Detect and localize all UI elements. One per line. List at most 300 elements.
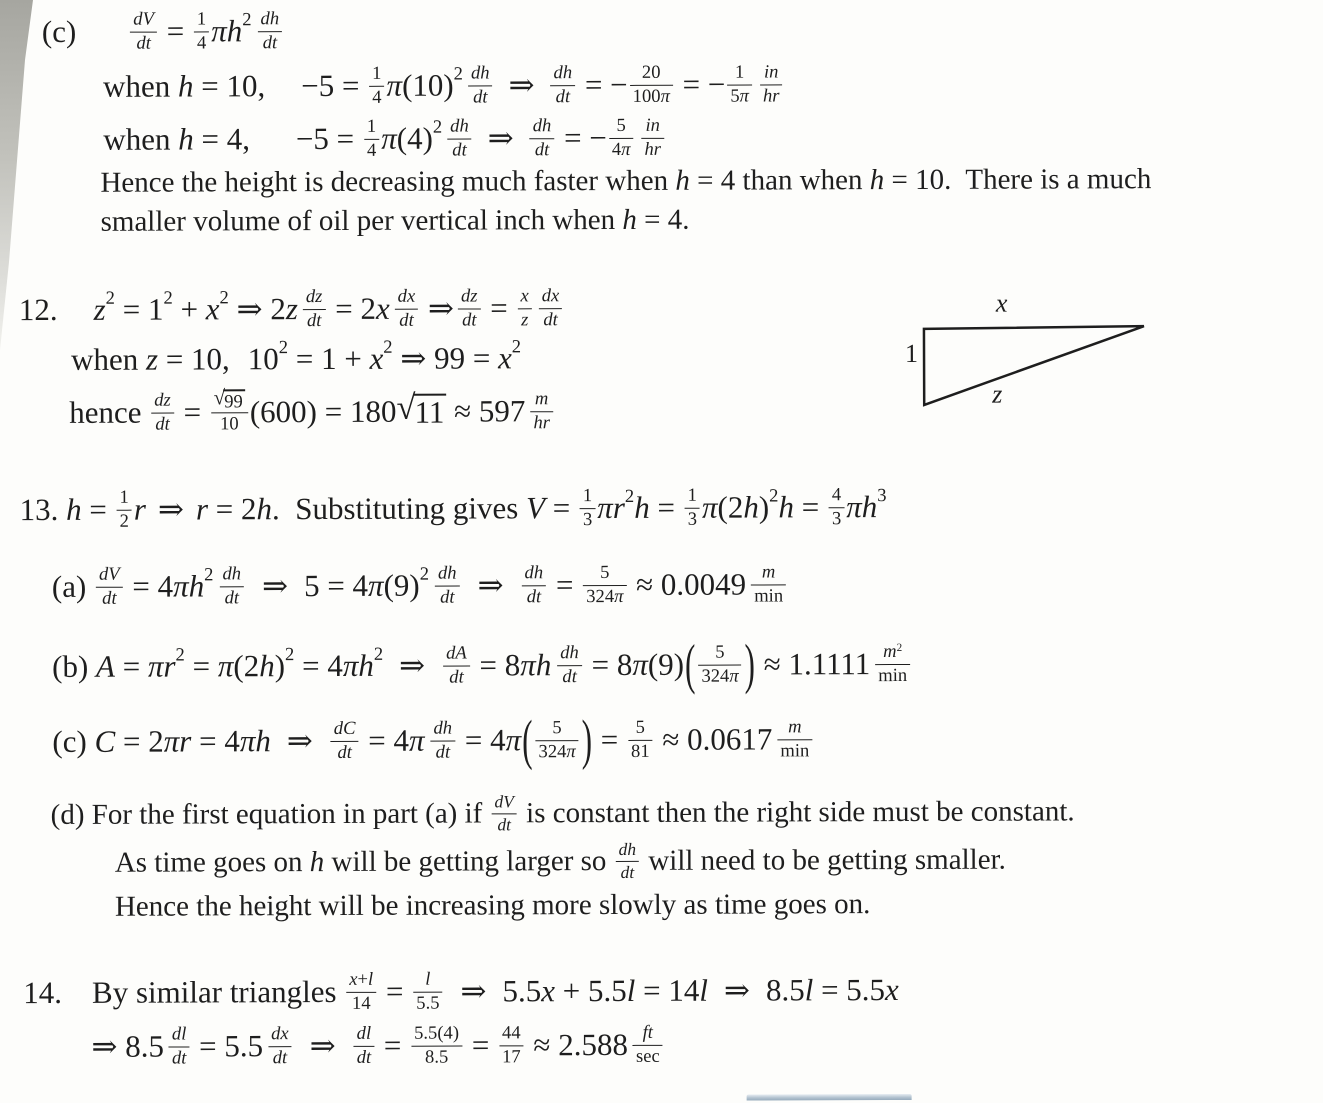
spacer <box>504 585 520 586</box>
math-text: 100 <box>632 85 661 107</box>
math-text: V <box>525 490 546 526</box>
spacer <box>486 991 502 992</box>
math-text: dt <box>497 813 512 834</box>
triangle-label-one: 1 <box>904 338 919 368</box>
big-paren: ) <box>581 707 593 771</box>
math-text: 14. <box>23 974 63 1011</box>
math-text: ) <box>274 648 286 684</box>
triangle-label-z: z <box>992 379 1003 409</box>
math-text: A <box>95 648 116 684</box>
math-text: = 4 <box>294 647 343 684</box>
math-text: 1 <box>687 484 697 506</box>
math-text: (a) <box>51 568 95 604</box>
math-text: will be getting larger so <box>324 844 614 878</box>
math-text: z <box>93 291 106 327</box>
math-text: h <box>634 489 650 525</box>
math-text: l <box>425 968 431 990</box>
math-text: dt <box>102 587 117 609</box>
math-text: l <box>626 972 636 1008</box>
math-text: = 4 than when <box>689 163 870 197</box>
math-text: π <box>614 585 624 607</box>
fraction <box>413 969 442 1014</box>
math-text: = 10, <box>157 341 230 377</box>
fraction <box>829 485 844 530</box>
fraction <box>369 63 384 108</box>
fraction <box>194 9 209 54</box>
math-text: . Substituting gives <box>271 490 527 527</box>
spacer <box>535 85 549 86</box>
line-12-2 <box>71 333 521 385</box>
spacer <box>746 584 749 585</box>
math-text: dC <box>333 717 356 739</box>
math-text: = 4. <box>636 203 690 236</box>
math-text: = 2 <box>327 290 376 326</box>
math-text: 5 <box>616 114 626 136</box>
math-text: dh <box>470 62 490 84</box>
line-11c-conclusion-2 <box>100 195 689 247</box>
spacer <box>76 31 128 32</box>
math-text: h <box>177 68 194 104</box>
math-text: h <box>256 491 273 527</box>
fraction <box>609 116 634 161</box>
line-12-3 <box>69 386 555 438</box>
math-text: ⇒ <box>487 120 514 156</box>
math-text: 5.5 <box>502 973 542 1009</box>
math-text: min <box>780 739 810 761</box>
math-text: 1 <box>372 62 382 84</box>
math-text: in <box>645 114 660 136</box>
math-text: = 1 <box>114 291 164 327</box>
math-text: + <box>172 291 206 327</box>
math-text: 5 <box>730 85 740 107</box>
math-text: ≈ 2.588 <box>525 1026 628 1063</box>
math-text: x <box>205 291 220 327</box>
math-text: (4) <box>396 120 433 156</box>
fraction <box>530 116 555 161</box>
math-text: r <box>195 491 209 527</box>
math-text: (2 <box>717 489 744 525</box>
math-text: ⇒ <box>286 723 313 759</box>
spacer <box>252 31 256 32</box>
math-text: min <box>754 584 784 607</box>
math-text: 1 <box>734 61 745 83</box>
math-text: x <box>375 290 390 326</box>
superscript: 2 <box>624 486 635 508</box>
math-text: 5.5 <box>416 992 440 1014</box>
math-text: πr <box>147 648 176 684</box>
math-text: = − <box>674 66 726 102</box>
math-text: ⇒ <box>723 972 750 1008</box>
spacer <box>462 585 478 586</box>
fraction <box>777 717 812 762</box>
fraction <box>430 718 455 763</box>
math-text: πh <box>239 723 271 759</box>
math-text: h <box>675 164 690 197</box>
math-text: = <box>464 1027 498 1063</box>
fraction <box>435 563 460 608</box>
math-text: dh <box>450 115 469 137</box>
spacer <box>754 84 758 85</box>
math-text: l <box>804 972 814 1008</box>
math-text: dt <box>473 85 488 107</box>
superscript: 2 <box>204 564 214 586</box>
math-text: dx <box>271 1022 289 1044</box>
square-root: √ 99 <box>213 385 243 413</box>
math-text: dl <box>171 1023 187 1045</box>
math-text: = 2 <box>207 491 257 527</box>
fraction <box>331 719 359 764</box>
fraction <box>628 718 653 763</box>
math-text: h <box>309 845 325 878</box>
math-text: dt <box>543 308 558 330</box>
fraction <box>491 792 516 834</box>
math-text: dt <box>136 32 151 54</box>
math-text: dt <box>262 31 278 53</box>
math-text: dV <box>133 8 154 30</box>
math-text: By similar triangles <box>91 973 345 1010</box>
math-text: 324 <box>538 740 567 762</box>
math-text: dt <box>440 586 455 608</box>
math-text: x <box>349 968 358 990</box>
fraction <box>727 62 752 107</box>
fraction <box>411 1023 462 1068</box>
spacer <box>870 664 873 665</box>
spacer <box>425 665 441 666</box>
square-root: √ 11 <box>396 387 445 430</box>
line-11c-formula <box>42 6 284 57</box>
math-text: = <box>793 489 827 525</box>
math-text: 1 <box>582 484 593 506</box>
math-text: is constant then the right side must be constant. <box>518 794 1075 829</box>
fraction <box>875 642 910 687</box>
math-text: = <box>114 648 149 684</box>
math-text: = 8 <box>471 647 521 683</box>
fraction <box>116 487 131 532</box>
superscript: 2 <box>432 117 443 139</box>
fraction <box>169 1024 190 1069</box>
math-text: 44 <box>501 1022 521 1044</box>
math-text: h <box>743 489 759 525</box>
math-text: = − <box>556 120 607 156</box>
math-text: = <box>548 567 582 603</box>
math-text: z <box>285 291 298 327</box>
superscript: 2 <box>896 641 903 654</box>
math-text: (9) <box>647 646 685 682</box>
fraction <box>616 840 640 882</box>
line-13-c <box>52 707 814 771</box>
math-text: πh <box>520 647 552 683</box>
math-text: dt <box>272 1046 288 1068</box>
spacer <box>463 85 466 86</box>
spacer <box>58 309 94 310</box>
spacer <box>246 586 262 587</box>
math-text: = 8 <box>583 646 633 683</box>
fraction <box>751 562 786 607</box>
spacer <box>474 138 488 139</box>
fraction <box>395 286 419 331</box>
spacer <box>635 137 639 138</box>
triangle-label-x: x <box>995 288 1008 318</box>
math-text: ≈ 597 <box>446 393 526 429</box>
math-text: dt <box>306 309 322 331</box>
math-text: dA <box>446 642 467 664</box>
fraction <box>303 287 326 332</box>
math-text: 10 <box>220 413 239 435</box>
math-text: ⇒ <box>157 491 184 527</box>
math-text: = <box>378 973 412 1009</box>
fraction <box>151 390 174 435</box>
math-text: dx <box>541 284 560 306</box>
math-text: 2 <box>119 510 129 532</box>
superscript: 2 <box>383 337 393 359</box>
line-13-d-1 <box>51 786 1075 840</box>
line-13-d-3 <box>115 879 871 932</box>
spacer <box>750 990 766 991</box>
math-text: 1 <box>119 486 129 508</box>
partial-scanned-bar <box>747 1094 912 1101</box>
fraction <box>96 564 123 609</box>
math-text: (b) <box>52 648 97 684</box>
spacer <box>495 85 509 86</box>
big-paren: ( <box>522 707 533 771</box>
fraction <box>550 63 575 108</box>
math-text: 5 = 4 <box>303 567 369 604</box>
fraction <box>535 718 578 763</box>
fraction <box>641 116 664 161</box>
math-text: = 4 <box>124 568 174 604</box>
math-text: smaller volume of oil per vertical inch when <box>100 203 623 238</box>
spacer <box>164 1046 167 1047</box>
superscript: 2 <box>219 287 229 309</box>
spacer <box>213 586 217 587</box>
math-text: = <box>592 721 627 758</box>
fraction <box>458 286 481 331</box>
math-text: ⇒ <box>460 973 487 1009</box>
math-text: ⇒ <box>399 647 426 683</box>
math-text: = 4 <box>191 723 240 759</box>
math-text: 3 <box>582 508 593 530</box>
superscript: 2 <box>175 644 185 667</box>
math-text: πh <box>211 13 243 49</box>
math-text: dt <box>171 1046 187 1069</box>
math-text: = 10. There is a much <box>884 162 1152 196</box>
math-text: πh <box>342 647 374 683</box>
math-text: h <box>622 203 637 236</box>
math-text: = 4 <box>457 722 506 758</box>
superscript: 3 <box>877 485 887 507</box>
math-text: 8.5 <box>765 972 805 1008</box>
fraction <box>257 9 282 54</box>
math-text: h <box>178 121 194 157</box>
fraction <box>522 563 547 608</box>
math-text: 5 <box>715 641 725 663</box>
math-text: πr <box>163 723 192 759</box>
math-text: dh <box>222 562 242 585</box>
math-text: As time goes on <box>114 845 310 879</box>
math-text: 10 <box>247 341 279 377</box>
superscript: 2 <box>163 288 173 310</box>
math-text: 5 <box>635 716 645 738</box>
fraction <box>447 116 472 161</box>
math-text: ⇒ <box>508 67 535 103</box>
math-text: = 14 <box>635 972 700 1008</box>
math-text: π <box>729 665 739 687</box>
math-text: 1 <box>196 8 207 30</box>
math-text: dt <box>526 585 542 607</box>
math-text: = 2 <box>115 723 164 759</box>
math-text: h <box>869 163 885 196</box>
math-text: h <box>259 648 275 684</box>
math-text: h <box>778 489 794 525</box>
math-text: dh <box>437 562 457 584</box>
spacer <box>298 309 301 310</box>
spacer <box>442 138 445 139</box>
fraction <box>633 1023 663 1068</box>
math-text: 13. <box>19 491 67 528</box>
spacer <box>230 359 248 360</box>
math-text: 12. <box>18 291 58 328</box>
spacer <box>708 990 724 991</box>
math-text: m <box>883 640 897 662</box>
spacer <box>62 992 92 993</box>
math-text: π <box>367 567 384 603</box>
math-text: 324 <box>586 585 615 607</box>
math-text: ⇒ 2 <box>228 291 286 327</box>
fraction <box>443 643 470 688</box>
math-text: = <box>649 489 683 525</box>
math-text: = − <box>577 66 628 103</box>
math-text: π <box>566 740 576 762</box>
math-text: (9) <box>383 567 420 603</box>
math-text: dt <box>620 861 635 882</box>
spacer <box>429 585 433 586</box>
math-text: dh <box>433 717 453 739</box>
math-text: π <box>381 120 397 156</box>
big-paren: ( <box>684 632 696 696</box>
math-text: 1 <box>366 115 377 137</box>
math-text: dt <box>449 666 464 688</box>
math-text: π <box>505 722 522 758</box>
math-text: ft <box>642 1021 653 1043</box>
math-text: ⇒ <box>420 290 455 326</box>
math-text: = <box>175 394 209 430</box>
math-text: dt <box>452 139 467 161</box>
line-13-a <box>52 559 788 612</box>
math-text: hr <box>644 138 662 160</box>
math-text: 3 <box>831 507 842 529</box>
math-text: dz <box>305 285 323 307</box>
math-text: (10) <box>401 67 454 103</box>
math-text: 4 <box>366 139 377 161</box>
spacer <box>288 586 304 587</box>
math-text: π <box>386 67 403 103</box>
math-text: dV <box>98 563 120 585</box>
math-text: (c) <box>52 723 95 759</box>
fraction <box>583 563 626 608</box>
spacer <box>263 1046 266 1047</box>
math-text: = 4, <box>193 121 250 157</box>
math-text: π <box>632 646 648 682</box>
spacer <box>628 1044 631 1045</box>
math-text: x <box>541 973 556 1009</box>
fraction <box>517 286 531 331</box>
superscript: 2 <box>278 337 289 359</box>
math-text: dh <box>532 114 552 136</box>
math-text: −5 = <box>301 67 368 104</box>
fraction <box>211 385 248 435</box>
spacer <box>425 740 429 741</box>
fraction <box>760 62 783 107</box>
math-text: π <box>217 648 234 684</box>
math-text: m <box>788 716 802 738</box>
big-paren: ) <box>744 632 756 696</box>
spacer <box>250 139 296 140</box>
math-text: ⇒ <box>477 567 504 603</box>
fraction <box>268 1024 292 1069</box>
math-text: dt <box>435 741 451 763</box>
math-text: 14 <box>351 992 371 1014</box>
spacer <box>265 86 301 87</box>
math-text: = <box>544 490 579 526</box>
math-text: π <box>701 489 718 525</box>
math-text: x <box>497 340 512 376</box>
fraction <box>468 63 493 108</box>
math-text: ⇒ 99 = <box>392 340 499 376</box>
spacer <box>184 509 196 510</box>
math-text: dh <box>524 561 544 583</box>
math-text: dt <box>337 741 352 763</box>
line-14-1 <box>23 965 899 1018</box>
math-text: (c) <box>41 13 77 49</box>
math-text: 17 <box>502 1045 521 1067</box>
math-text: 4 <box>196 31 207 53</box>
math-text: πr <box>597 489 625 526</box>
math-text: dl <box>356 1022 372 1044</box>
math-text: (d) For the first equation in part (a) if <box>50 796 490 831</box>
math-text: when <box>103 68 179 104</box>
line-12-1 <box>19 283 565 335</box>
math-text: dt <box>555 85 571 107</box>
superscript: 2 <box>769 485 779 507</box>
math-text: = 1 + <box>287 340 370 377</box>
math-text: = <box>158 13 193 49</box>
superscript: 2 <box>373 644 384 666</box>
math-text: ⇒ <box>261 568 289 604</box>
fraction <box>698 642 741 687</box>
spacer <box>336 1045 352 1046</box>
math-text: = <box>376 1027 410 1063</box>
math-text: + 5.5 <box>554 972 627 1009</box>
fraction <box>530 389 553 434</box>
spacer <box>444 991 460 992</box>
math-text: (600) = 180 <box>249 393 397 430</box>
fraction <box>557 643 582 688</box>
triangle-diagram <box>906 284 1161 410</box>
spacer <box>454 308 456 309</box>
math-text: dV <box>494 791 514 812</box>
math-text: = <box>184 648 218 684</box>
fraction <box>130 9 157 54</box>
math-text: x <box>520 284 529 307</box>
math-text: dt <box>356 1046 372 1068</box>
spacer <box>294 1046 310 1047</box>
math-text: 5.5(4) <box>414 1022 460 1044</box>
math-text: z <box>145 341 159 377</box>
math-text: dt <box>399 309 414 331</box>
math-text: 4 <box>372 86 382 108</box>
line-13-b <box>52 632 912 696</box>
math-text: dt <box>462 308 477 331</box>
